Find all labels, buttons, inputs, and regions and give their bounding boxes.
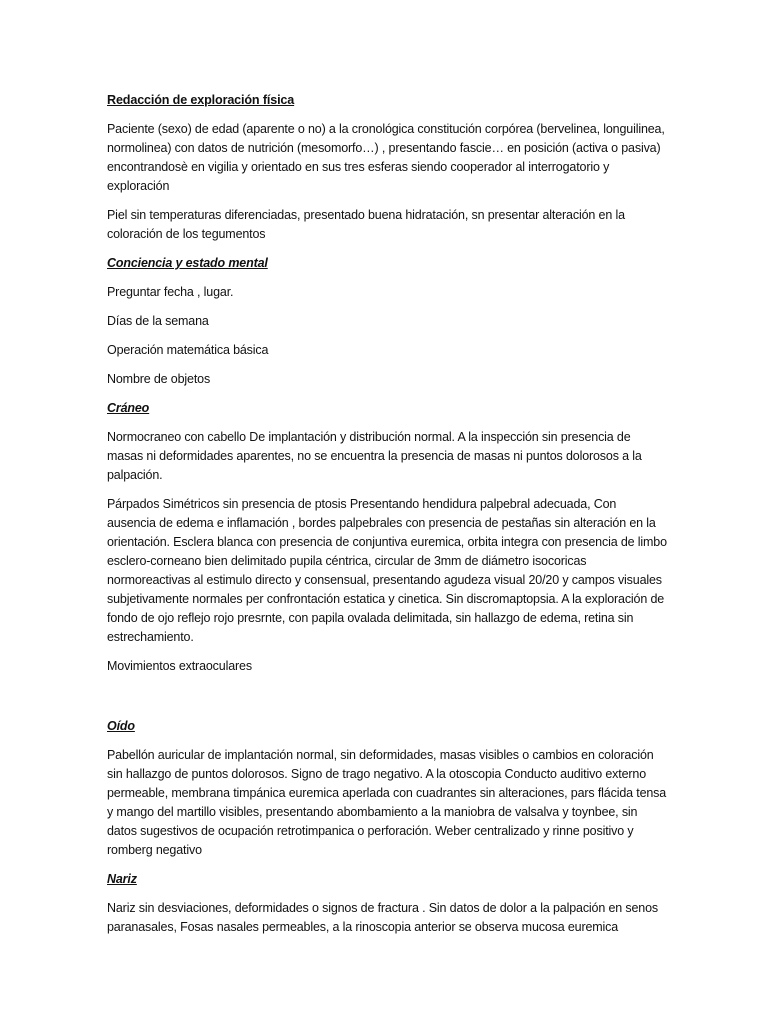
nariz-paragraph: Nariz sin desviaciones, deformidades o signos de fractura . Sin datos de dolor a la palpación en senos paranasales, Fosas nasales permeables, a la rinoscopia anterior se observa mucosa euremica [107,901,659,934]
craneo-paragraph-3: Movimientos extraoculares [107,659,252,673]
list-item: Operación matemática básica [107,343,269,357]
oido-paragraph: Pabellón auricular de implantación normal, sin deformidades, masas visibles o cambios en coloración sin hallazgo de puntos dolorosos. Signo de trago negativo. A la otoscopia Conducto auditivo externo permeable, membrana timpánica euremica aperlada con cuadrantes sin alteraciones, pars flácida tensa y mango del martillo visibles, presentando abombamiento a la maniobra de valsalva y toynbee, sin datos sugestivos de ocupación retrotimpanica o perforación. Weber centralizado y rinne positivo y romberg negativo [107,748,667,857]
list-item: Nombre de objetos [107,372,211,386]
list-item: Días de la semana [107,314,209,328]
document-title: Redacción de exploración física [107,93,295,107]
section-heading-conciencia: Conciencia y estado mental [107,256,268,270]
list-item: Preguntar fecha , lugar. [107,285,234,299]
document-page [107,91,667,947]
section-heading-oido: Oído [107,719,135,733]
blank-line [107,686,667,717]
craneo-paragraph-2: Párpados Simétricos sin presencia de ptosis Presentando hendidura palpebral adecuada, Con ausencia de edema e inflamación , bordes palpebrales con presencia de pestañas sin alteración en la orientación. Esclera blanca con presencia de conjuntiva euremica, orbita integra con presencia de limbo esclero-corneano bien delimitado pupila céntrica, circular de 3mm de diámetro isocoricas normoreactivas al estimulo directo y consensual, presentando agudeza visual 20/20 y campos visuales subjetivamente normales per confrontación estatica y cinetica. Sin discromaptopsia. A la exploración de fondo de ojo reflejo rojo presrnte, con papila ovalada delimitada, sin hallazgo de edema, retina sin estrechamiento. [107,497,667,644]
intro-paragraph: Paciente (sexo) de edad (aparente o no) a la cronológica constitución corpórea (bervelinea, longuilinea, normolinea) con datos de nutrición (mesomorfo…) , presentando fascie… en posición (activa o pasiva) encontrandosè en vigilia y orientado en sus tres esferas siendo cooperador al interrogatorio y exploración [107,122,665,193]
section-heading-craneo: Cráneo [107,401,150,415]
section-heading-nariz: Nariz [107,872,137,886]
skin-paragraph: Piel sin temperaturas diferenciadas, presentado buena hidratación, sn presentar alteración en la coloración de los tegumentos [107,208,625,241]
craneo-paragraph-1: Normocraneo con cabello De implantación y distribución normal. A la inspección sin presencia de masas ni deformidades aparentes, no se encuentra la presencia de masas ni puntos dolorosos a la palpación. [107,430,642,482]
